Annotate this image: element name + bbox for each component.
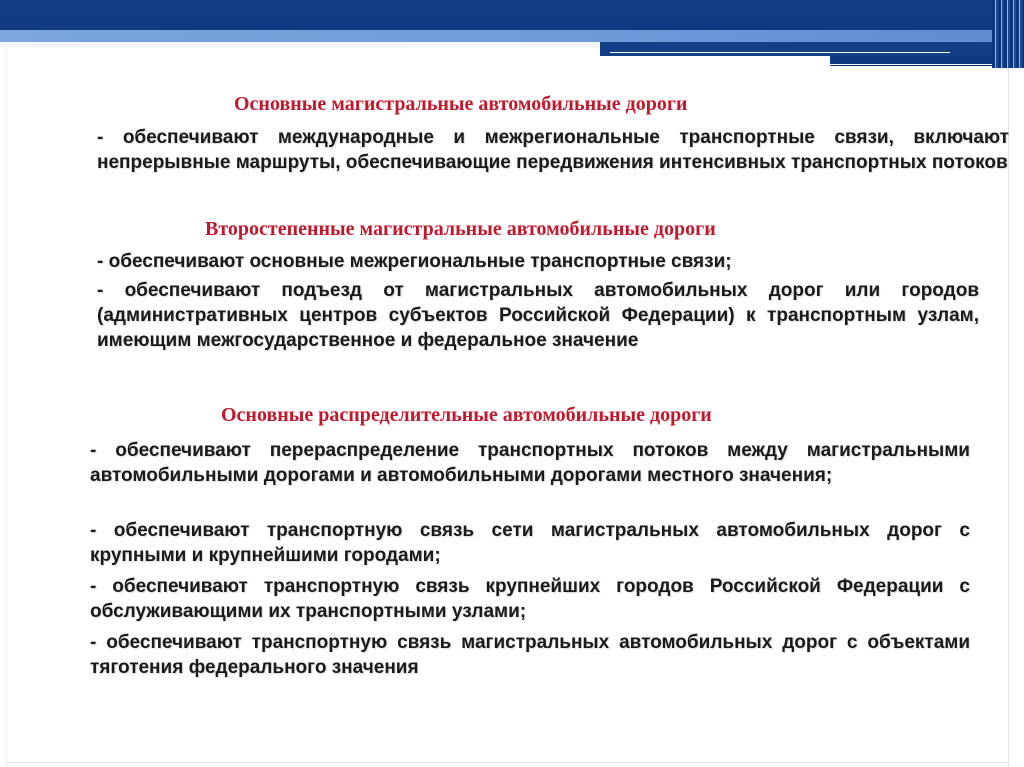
section-item-distribution-roads-4: - обеспечивают транспортную связь магистральных автомобильных дорог с объектами тяготения федерального значения [90,632,970,678]
header-band-step [600,42,1024,56]
section-item-secondary-roads-1: - обеспечивают основные межрегиональные транспортные связи; [97,251,732,272]
header-band-dark [0,0,1024,30]
header-band-white [0,42,600,48]
section-item-distribution-roads-2: - обеспечивают транспортную связь сети магистральных автомобильных дорог с крупными и крупнейшими городами; [90,520,970,566]
section-item-secondary-roads-2: - обеспечивают подъезд от магистральных автомобильных дорог или городов (административных центров субъектов Российской Федерации) к транспортным узлам, имеющим межгосударственное и федеральное значение [97,280,979,351]
section-heading-distribution-roads: Основные распределительные автомобильные дороги [221,404,712,426]
header-vertical-stripes [992,0,1024,68]
section-item-distribution-roads-3: - обеспечивают транспортную связь крупнейших городов Российской Федерации с обслуживающими их транспортными узлами; [90,576,970,622]
header-divider-line [830,64,1000,65]
header-divider-line [610,52,950,53]
slide-left-border [6,48,7,767]
slide-bottom-border [6,762,1009,763]
section-heading-secondary-roads: Второстепенные магистральные автомобильные дороги [205,218,716,240]
section-item-main-roads-1: - обеспечивают международные и межрегиональные транспортные связи, включают непрерывные маршруты, обеспечивающие передвижения интенсивных транспортных потоков [97,127,1009,173]
header-band-light [0,30,1024,42]
section-heading-main-roads: Основные магистральные автомобильные дороги [234,93,688,115]
section-item-distribution-roads-1: - обеспечивают перераспределение транспортных потоков между магистральными автомобильными дорогами и автомобильными дорогами местного значения; [90,440,970,486]
